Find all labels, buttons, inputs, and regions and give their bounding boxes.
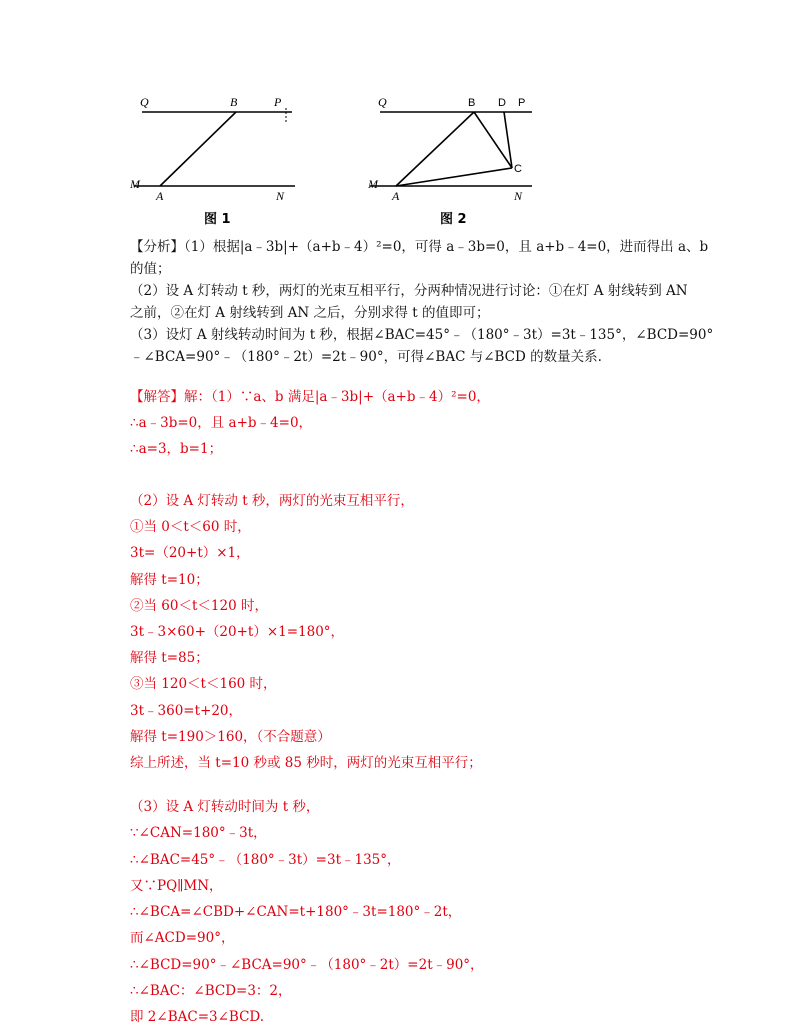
figure-1 <box>129 95 295 203</box>
analysis-line: （3）设灯 A 射线转动时间为 t 秒，根据∠BAC=45°﹣（180°﹣3t）=3t﹣135°，∠BCD=90° <box>130 327 714 343</box>
fig2-label-b: B <box>468 97 476 109</box>
solution-line: ∴∠BCD=90°﹣∠BCA=90°﹣（180°﹣2t）=2t﹣90°， <box>130 956 484 973</box>
solution-line: ∴∠BAC=45°﹣（180°﹣3t）=3t﹣135°， <box>130 851 401 868</box>
solution-line: 3t﹣3×60+（20+t）×1=180°， <box>130 624 345 641</box>
fig1-label-m: M <box>130 177 140 191</box>
solution-line: （2）设 A 灯转动 t 秒，两灯的光束互相平行， <box>130 493 414 509</box>
solution-line: ③当 120＜t＜160 时， <box>130 676 277 693</box>
solution-part-3 <box>130 794 690 1031</box>
solution-line: （3）设 A 灯转动时间为 t 秒， <box>130 799 320 815</box>
solution-line: ∵∠CAN=180°﹣3t， <box>130 825 267 842</box>
solution-part-2 <box>130 488 690 776</box>
analysis-line: 【分析】（1）根据|a﹣3b|+（a+b﹣4）²=0，可得 a﹣3b=0，且 a+b﹣4=0，进而得出 a、b <box>130 239 709 255</box>
fig2-label-a: A <box>392 189 400 203</box>
solution-line: 即 2∠BAC=3∠BCD. <box>130 1009 265 1026</box>
solution-part-1 <box>130 384 690 462</box>
figure-2 <box>367 95 532 203</box>
solution-line: 【解答】解：（1）∵a、b 满足|a﹣3b|+（a+b﹣4）²=0， <box>130 389 490 405</box>
fig1-label-b: B <box>230 95 238 109</box>
analysis-line: 之前，②在灯 A 射线转到 AN 之后，分别求得 t 的值即可； <box>130 305 490 321</box>
fig2-label-d: D <box>498 97 506 109</box>
analysis-line: 的值； <box>130 261 171 277</box>
analysis-line: ﹣∠BCA=90°﹣（180°﹣2t）=2t﹣90°，可得∠BAC 与∠BCD 的数量关系. <box>130 349 602 365</box>
solution-line: 而∠ACD=90°， <box>130 930 235 947</box>
solution-line: 解得 t=190＞160，（不合题意） <box>130 728 331 745</box>
analysis-line: （2）设 A 灯转动 t 秒，两灯的光束互相平行，分两种情况进行讨论：①在灯 A 射线转到 AN <box>130 283 688 299</box>
solution-line: ∴a﹣3b=0，且 a+b﹣4=0， <box>130 415 313 431</box>
solution-line: ∴∠BCA=∠CBD+∠CAN=t+180°﹣3t=180°﹣2t， <box>130 904 462 921</box>
solution-line: ∴a=3，b=1； <box>130 441 223 457</box>
solution-line: 综上所述，当 t=10 秒或 85 秒时，两灯的光束互相平行； <box>130 755 482 772</box>
fig2-label-q: Q <box>378 95 387 109</box>
fig1-label-q: Q <box>140 95 149 109</box>
fig2-caption: 图 2 <box>440 212 467 227</box>
solution-line: 3t=（20+t）×1， <box>130 545 250 562</box>
fig2-label-n: N <box>514 189 523 203</box>
solution-line: ∴∠BAC：∠BCD=3：2， <box>130 983 292 1000</box>
geometry-figures <box>120 88 560 228</box>
solution-line: 又∵PQ∥MN， <box>130 877 223 894</box>
solution-line: 3t﹣360=t+20， <box>130 702 243 719</box>
analysis-section <box>130 236 714 368</box>
fig1-label-p: P <box>274 95 282 109</box>
solution-line: ①当 0＜t＜60 时， <box>130 519 251 536</box>
fig1-caption: 图 1 <box>204 212 231 227</box>
solution-line: 解得 t=85； <box>130 650 209 667</box>
solution-line: 解得 t=10； <box>130 571 209 588</box>
fig2-label-p: P <box>518 97 526 109</box>
fig2-label-c: C <box>514 163 522 175</box>
figures-area <box>120 88 560 228</box>
fig1-label-n: N <box>276 189 285 203</box>
fig2-label-m: M <box>368 177 378 191</box>
fig1-label-a: A <box>156 189 164 203</box>
solution-line: ②当 60＜t＜120 时， <box>130 597 268 614</box>
